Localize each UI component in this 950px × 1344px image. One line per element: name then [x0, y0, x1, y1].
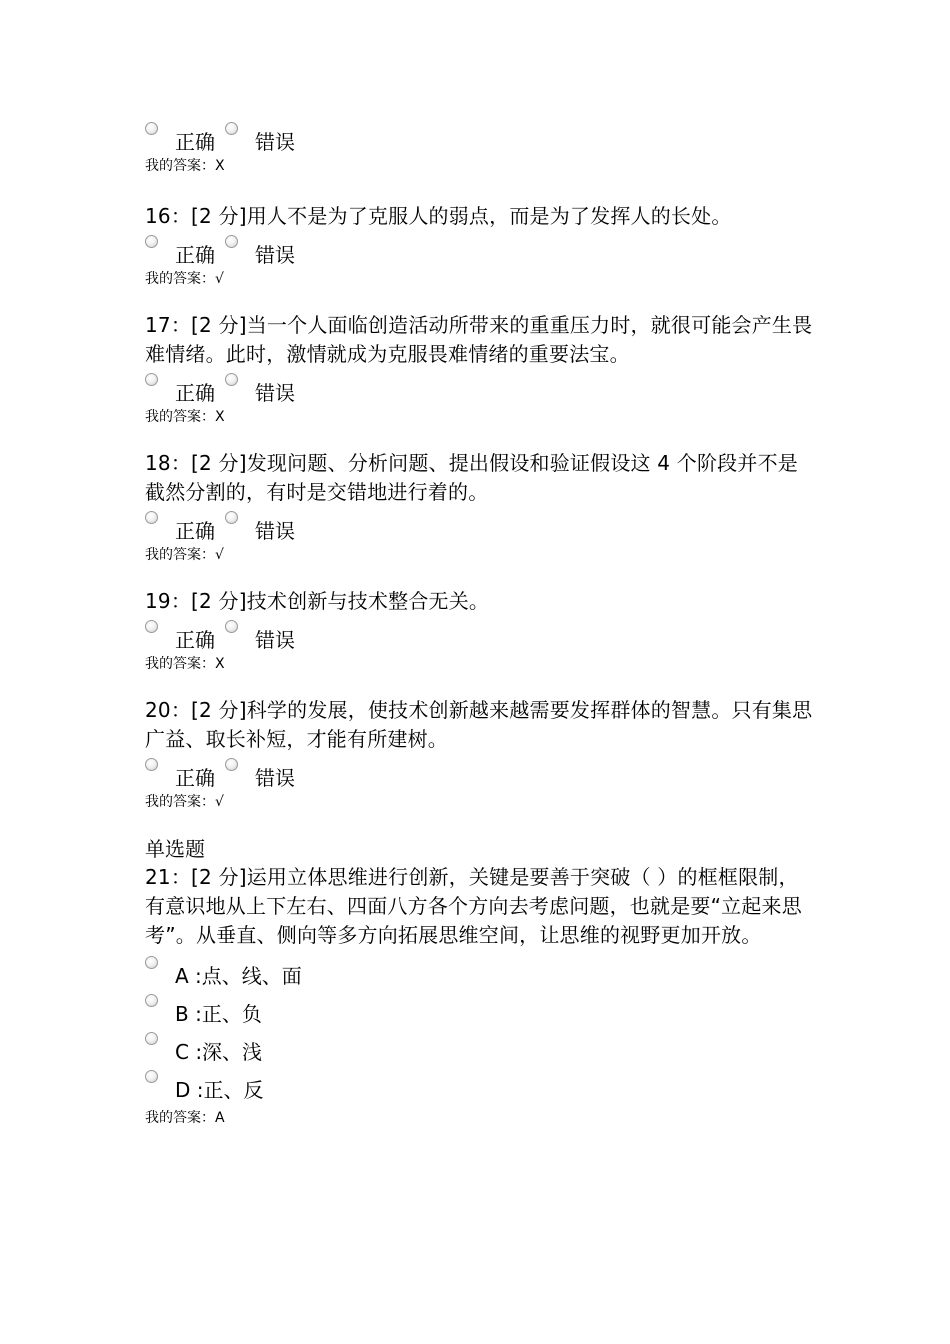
q21-option-d[interactable]: [145, 1068, 815, 1106]
q15-options: [145, 118, 815, 154]
q19-my-answer: [145, 654, 815, 674]
question-21: [145, 863, 815, 1128]
q19-label-wrong: 错误: [255, 628, 295, 652]
answer-prefix: 我的答案：: [145, 656, 215, 672]
q18-option-wrong[interactable]: [225, 511, 295, 543]
radio-icon[interactable]: [145, 1032, 158, 1045]
q18-text: 18：[2 分]发现问题、分析问题、提出假设和验证假设这 4 个阶段并不是截然分割的，有时是交错地进行着的。: [145, 451, 798, 504]
q18-label-wrong: 错误: [255, 519, 295, 543]
q19-options: [145, 618, 815, 652]
question-19: [145, 587, 815, 674]
q16-label-correct: 正确: [175, 243, 215, 267]
q20-text: 20：[2 分]科学的发展，使技术创新越来越需要发挥群体的智慧。只有集思广益、取长补短，才能有所建树。: [145, 698, 813, 751]
q16-option-wrong[interactable]: [225, 235, 295, 267]
q17-options: [145, 371, 815, 405]
radio-icon[interactable]: [225, 758, 238, 771]
q20-label-correct: 正确: [175, 766, 215, 790]
q19-answer-value: X: [215, 656, 225, 672]
q21-text: 21：[2 分]运用立体思维进行创新，关键是要善于突破（ ）的框框限制，有意识地从上下左右、四面八方各个方向去考虑问题，也就是要“立起来思考”。从垂直、侧向等多方向拓展思维空间，让思维的视野更加开放。: [145, 865, 802, 947]
q20-label-wrong: 错误: [255, 766, 295, 790]
q17-label-correct: 正确: [175, 381, 215, 405]
q17-option-correct[interactable]: [145, 373, 215, 405]
radio-icon[interactable]: [145, 373, 158, 386]
question-17: [145, 311, 815, 427]
quiz-content: [145, 118, 815, 1128]
answer-prefix: 我的答案：: [145, 1110, 215, 1126]
q17-option-wrong[interactable]: [225, 373, 295, 405]
radio-icon[interactable]: [145, 511, 158, 524]
radio-icon[interactable]: [225, 511, 238, 524]
question-18: [145, 449, 815, 565]
answer-prefix: 我的答案：: [145, 409, 215, 425]
radio-icon[interactable]: [225, 373, 238, 386]
radio-icon[interactable]: [145, 994, 158, 1007]
radio-icon[interactable]: [145, 758, 158, 771]
q21-option-a-label: A :点、线、面: [175, 964, 302, 988]
q17-my-answer: [145, 407, 815, 427]
q21-option-a[interactable]: [145, 954, 815, 992]
q16-label-wrong: 错误: [255, 243, 295, 267]
q19-text: 19：[2 分]技术创新与技术整合无关。: [145, 589, 490, 613]
answer-prefix: 我的答案：: [145, 158, 215, 174]
radio-icon[interactable]: [145, 620, 158, 633]
q18-answer-value: √: [215, 547, 224, 563]
q15-option-wrong[interactable]: [225, 122, 295, 154]
q21-my-answer: [145, 1108, 815, 1128]
radio-icon[interactable]: [225, 235, 238, 248]
q20-options: [145, 756, 815, 790]
q17-text: 17：[2 分]当一个人面临创造活动所带来的重重压力时，就很可能会产生畏难情绪。此时，激情就成为克服畏难情绪的重要法宝。: [145, 313, 813, 366]
q21-option-b[interactable]: [145, 992, 815, 1030]
radio-icon[interactable]: [145, 122, 158, 135]
q18-options: [145, 509, 815, 543]
answer-prefix: 我的答案：: [145, 547, 215, 563]
q21-option-c-label: C :深、浅: [175, 1040, 263, 1064]
q19-option-correct[interactable]: [145, 620, 215, 652]
q17-answer-value: X: [215, 409, 225, 425]
q16-options: [145, 233, 815, 267]
radio-icon[interactable]: [225, 122, 238, 135]
section-title-single-choice: 单选题: [145, 837, 205, 861]
q18-option-correct[interactable]: [145, 511, 215, 543]
radio-icon[interactable]: [145, 956, 158, 969]
q16-option-correct[interactable]: [145, 235, 215, 267]
q21-answer-value: A: [215, 1110, 225, 1126]
q21-option-d-label: D :正、反: [175, 1078, 264, 1102]
q15-my-answer: [145, 156, 815, 176]
q20-option-wrong[interactable]: [225, 758, 295, 790]
q18-label-correct: 正确: [175, 519, 215, 543]
q20-answer-value: √: [215, 794, 224, 810]
radio-icon[interactable]: [145, 235, 158, 248]
answer-prefix: 我的答案：: [145, 794, 215, 810]
q16-my-answer: [145, 269, 815, 289]
q15-option-correct[interactable]: [145, 122, 215, 154]
question-15: [145, 118, 815, 176]
q19-label-correct: 正确: [175, 628, 215, 652]
q15-label-correct: 正确: [175, 130, 215, 154]
question-20: [145, 696, 815, 812]
q15-answer-value: X: [215, 158, 225, 174]
answer-prefix: 我的答案：: [145, 271, 215, 287]
q21-option-b-label: B :正、负: [175, 1002, 262, 1026]
q20-my-answer: [145, 792, 815, 812]
radio-icon[interactable]: [225, 620, 238, 633]
radio-icon[interactable]: [145, 1070, 158, 1083]
q18-my-answer: [145, 545, 815, 565]
q20-option-correct[interactable]: [145, 758, 215, 790]
q15-label-wrong: 错误: [255, 130, 295, 154]
q19-option-wrong[interactable]: [225, 620, 295, 652]
q16-text: 16：[2 分]用人不是为了克服人的弱点，而是为了发挥人的长处。: [145, 204, 732, 228]
q16-answer-value: √: [215, 271, 224, 287]
q17-label-wrong: 错误: [255, 381, 295, 405]
question-16: [145, 202, 815, 289]
q21-option-c[interactable]: [145, 1030, 815, 1068]
